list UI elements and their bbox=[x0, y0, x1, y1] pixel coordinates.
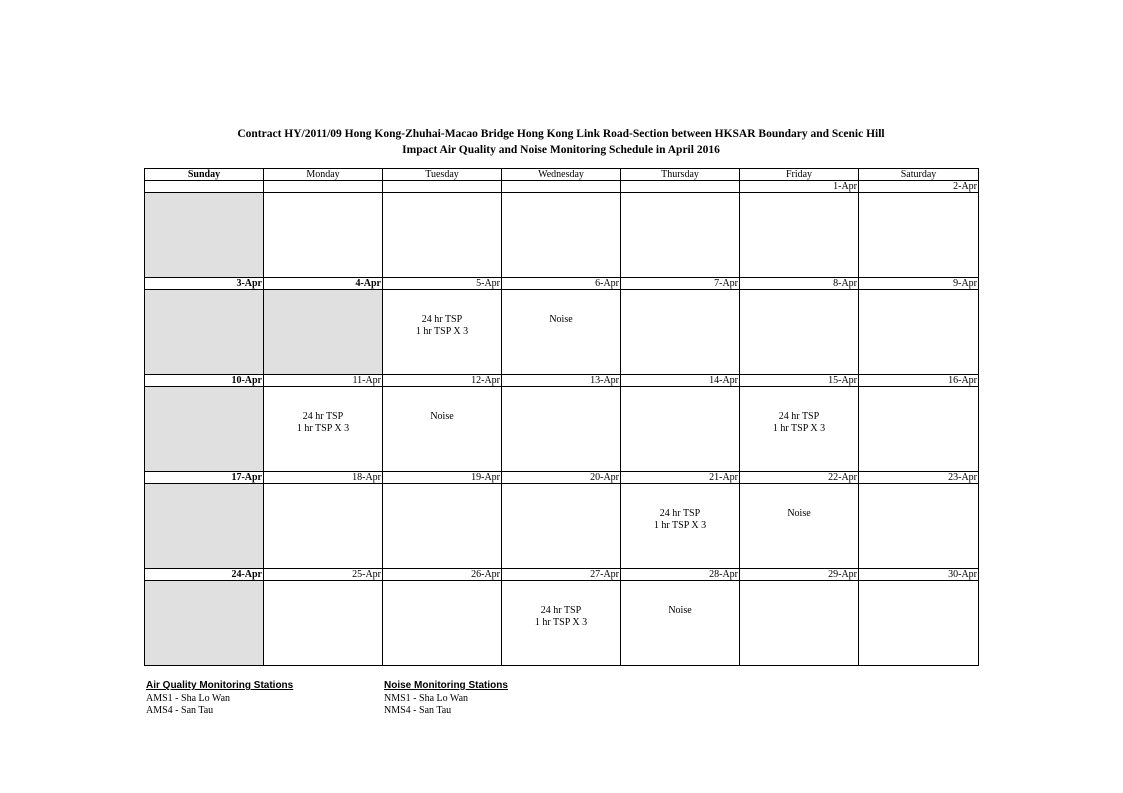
event-text bbox=[265, 484, 381, 508]
date-cell: 14-Apr bbox=[621, 375, 740, 387]
schedule-cell bbox=[621, 581, 740, 666]
event-text bbox=[146, 193, 262, 217]
schedule-cell bbox=[264, 193, 383, 278]
schedule-cell bbox=[264, 484, 383, 569]
date-cell: 26-Apr bbox=[383, 569, 502, 581]
schedule-cell bbox=[621, 484, 740, 569]
schedule-row bbox=[145, 387, 979, 472]
event-text bbox=[741, 581, 857, 605]
date-row bbox=[145, 472, 979, 484]
date-cell: 22-Apr bbox=[740, 472, 859, 484]
date-cell bbox=[621, 181, 740, 193]
schedule-cell bbox=[859, 387, 979, 472]
schedule-cell bbox=[502, 290, 621, 375]
date-row bbox=[145, 278, 979, 290]
schedule-cell bbox=[383, 484, 502, 569]
schedule-cell bbox=[502, 484, 621, 569]
event-text bbox=[741, 290, 857, 314]
weekday-monday: Monday bbox=[264, 169, 383, 181]
document-title: Contract HY/2011/09 Hong Kong-Zhuhai-Macao Bridge Hong Kong Link Road-Section between HKSAR Boundary and Scenic Hill bbox=[237, 128, 885, 140]
date-cell: 8-Apr bbox=[740, 278, 859, 290]
schedule-cell bbox=[502, 387, 621, 472]
date-cell: 20-Apr bbox=[502, 472, 621, 484]
air-station-item: AMS1 - Sha Lo Wan bbox=[146, 692, 231, 704]
date-cell: 7-Apr bbox=[621, 278, 740, 290]
schedule-cell bbox=[383, 581, 502, 666]
date-row bbox=[145, 375, 979, 387]
date-cell bbox=[264, 181, 383, 193]
event-line: 24 hr TSP bbox=[778, 411, 820, 422]
date-cell: 10-Apr bbox=[145, 375, 264, 387]
schedule-cell bbox=[740, 387, 859, 472]
schedule-row bbox=[145, 484, 979, 569]
noise-station-item: NMS4 - San Tau bbox=[384, 705, 452, 716]
noise-station-item: NMS1 - Sha Lo Wan bbox=[384, 692, 469, 704]
event-text bbox=[622, 581, 738, 617]
date-cell: 13-Apr bbox=[502, 375, 621, 387]
weekday-tuesday: Tuesday bbox=[383, 169, 502, 181]
event-line: 24 hr TSP bbox=[302, 411, 344, 422]
schedule-cell bbox=[145, 193, 264, 278]
schedule-cell bbox=[502, 193, 621, 278]
schedule-cell bbox=[383, 290, 502, 375]
date-cell: 24-Apr bbox=[145, 569, 264, 581]
event-text bbox=[860, 581, 977, 605]
schedule-row bbox=[145, 290, 979, 375]
event-text bbox=[384, 193, 500, 217]
event-line: 1 hr TSP X 3 bbox=[415, 326, 469, 337]
event-text bbox=[384, 484, 500, 508]
weekday-sunday: Sunday bbox=[145, 169, 264, 181]
date-cell: 27-Apr bbox=[502, 569, 621, 581]
event-text bbox=[146, 484, 262, 508]
air-station-item: AMS4 - San Tau bbox=[146, 705, 214, 716]
event-line: Noise bbox=[430, 411, 454, 422]
date-cell: 17-Apr bbox=[145, 472, 264, 484]
schedule-cell bbox=[145, 581, 264, 666]
event-line: Noise bbox=[549, 314, 573, 325]
schedule-cell bbox=[502, 581, 621, 666]
schedule-cell bbox=[383, 387, 502, 472]
event-text bbox=[622, 484, 738, 532]
event-text bbox=[146, 581, 262, 605]
date-cell: 9-Apr bbox=[859, 278, 979, 290]
schedule-cell bbox=[383, 193, 502, 278]
event-text bbox=[860, 387, 977, 411]
schedule-row bbox=[145, 581, 979, 666]
schedule-cell bbox=[145, 290, 264, 375]
schedule-cell bbox=[145, 484, 264, 569]
event-text bbox=[503, 484, 619, 508]
schedule-cell bbox=[145, 387, 264, 472]
schedule-cell bbox=[859, 581, 979, 666]
event-text bbox=[146, 290, 262, 314]
event-line: 1 hr TSP X 3 bbox=[653, 520, 707, 531]
date-cell: 28-Apr bbox=[621, 569, 740, 581]
schedule-cell bbox=[264, 387, 383, 472]
date-cell: 25-Apr bbox=[264, 569, 383, 581]
schedule-cell bbox=[264, 290, 383, 375]
weekday-wednesday: Wednesday bbox=[502, 169, 621, 181]
date-cell: 29-Apr bbox=[740, 569, 859, 581]
noise-stations-heading: Noise Monitoring Stations bbox=[384, 680, 508, 691]
event-line: 24 hr TSP bbox=[421, 314, 463, 325]
date-cell: 4-Apr bbox=[264, 278, 383, 290]
event-text bbox=[860, 290, 977, 314]
schedule-cell bbox=[621, 290, 740, 375]
event-line: Noise bbox=[787, 508, 811, 519]
event-text bbox=[265, 193, 381, 217]
date-cell: 12-Apr bbox=[383, 375, 502, 387]
event-text bbox=[384, 581, 500, 605]
date-cell: 23-Apr bbox=[859, 472, 979, 484]
date-cell: 2-Apr bbox=[859, 181, 979, 193]
schedule-cell bbox=[621, 193, 740, 278]
schedule-cell bbox=[264, 581, 383, 666]
event-text bbox=[741, 387, 857, 435]
schedule-cell bbox=[859, 484, 979, 569]
document-subtitle: Impact Air Quality and Noise Monitoring Schedule in April 2016 bbox=[402, 144, 720, 156]
date-cell: 18-Apr bbox=[264, 472, 383, 484]
event-line: 1 hr TSP X 3 bbox=[534, 617, 588, 628]
schedule-cell bbox=[740, 193, 859, 278]
event-line: 24 hr TSP bbox=[659, 508, 701, 519]
air-quality-stations-legend bbox=[146, 680, 293, 718]
event-text bbox=[741, 193, 857, 217]
event-text bbox=[860, 193, 977, 217]
air-quality-stations-heading: Air Quality Monitoring Stations bbox=[146, 680, 294, 691]
schedule-cell bbox=[859, 193, 979, 278]
event-text bbox=[503, 193, 619, 217]
calendar-body bbox=[145, 169, 979, 666]
event-text bbox=[146, 387, 262, 411]
event-text bbox=[265, 581, 381, 605]
event-line: 1 hr TSP X 3 bbox=[772, 423, 826, 434]
schedule-row bbox=[145, 193, 979, 278]
schedule-cell bbox=[859, 290, 979, 375]
date-cell bbox=[502, 181, 621, 193]
date-cell: 5-Apr bbox=[383, 278, 502, 290]
date-cell bbox=[383, 181, 502, 193]
date-cell: 1-Apr bbox=[740, 181, 859, 193]
event-text bbox=[265, 387, 381, 435]
event-text bbox=[622, 193, 738, 217]
date-row bbox=[145, 569, 979, 581]
schedule-cell bbox=[740, 581, 859, 666]
event-line: Noise bbox=[668, 605, 692, 616]
schedule-cell bbox=[740, 290, 859, 375]
date-cell bbox=[145, 181, 264, 193]
date-cell: 15-Apr bbox=[740, 375, 859, 387]
date-row bbox=[145, 181, 979, 193]
date-cell: 19-Apr bbox=[383, 472, 502, 484]
weekday-friday: Friday bbox=[740, 169, 859, 181]
event-text bbox=[384, 387, 500, 423]
event-text bbox=[384, 290, 500, 338]
event-text bbox=[503, 387, 619, 411]
schedule-cell bbox=[740, 484, 859, 569]
date-cell: 21-Apr bbox=[621, 472, 740, 484]
event-text bbox=[503, 290, 619, 326]
weekday-saturday: Saturday bbox=[859, 169, 979, 181]
date-cell: 11-Apr bbox=[264, 375, 383, 387]
date-cell: 30-Apr bbox=[859, 569, 979, 581]
date-cell: 16-Apr bbox=[859, 375, 979, 387]
weekday-header-row bbox=[145, 169, 979, 181]
calendar-table bbox=[144, 168, 979, 666]
event-text bbox=[622, 290, 738, 314]
event-text bbox=[622, 387, 738, 411]
event-line: 1 hr TSP X 3 bbox=[296, 423, 350, 434]
event-line: 24 hr TSP bbox=[540, 605, 582, 616]
event-text bbox=[741, 484, 857, 520]
date-cell: 3-Apr bbox=[145, 278, 264, 290]
date-cell: 6-Apr bbox=[502, 278, 621, 290]
event-text bbox=[503, 581, 619, 629]
schedule-cell bbox=[621, 387, 740, 472]
noise-stations-legend bbox=[384, 680, 508, 718]
event-text bbox=[860, 484, 977, 508]
weekday-thursday: Thursday bbox=[621, 169, 740, 181]
event-text bbox=[265, 290, 381, 314]
